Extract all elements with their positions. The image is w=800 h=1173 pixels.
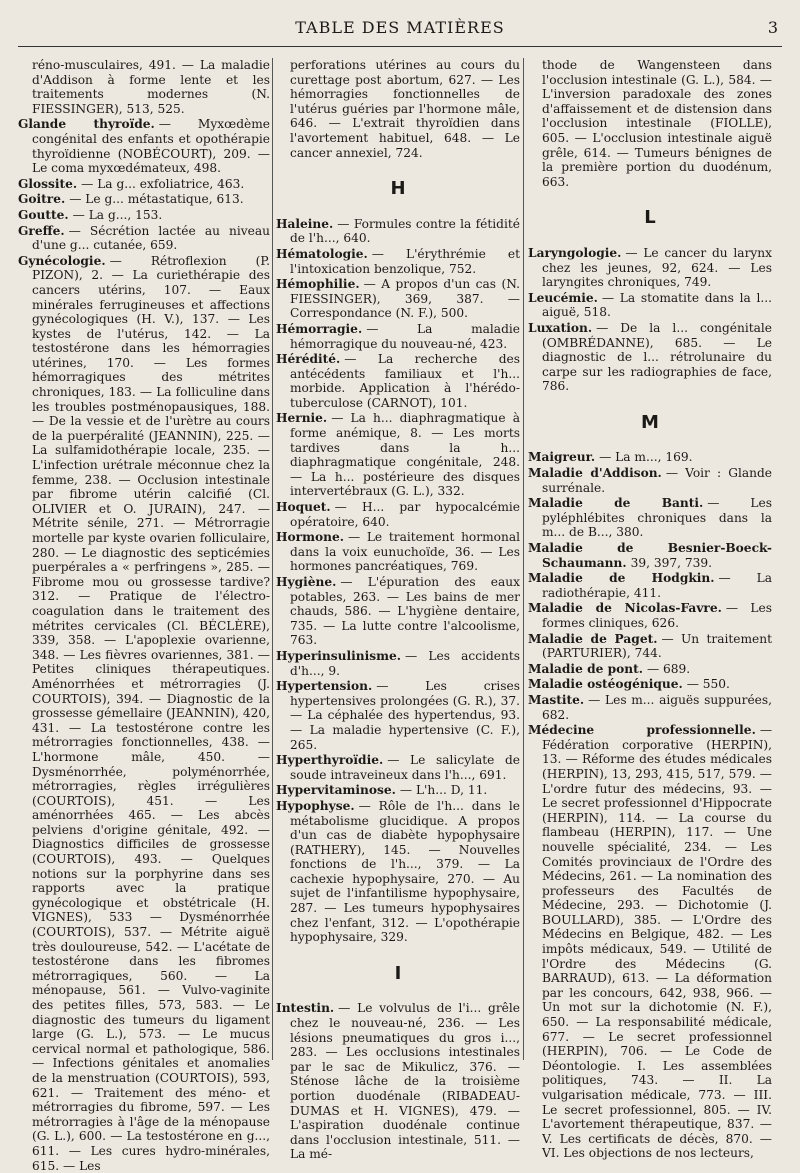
entry-term: Hémorragie. <box>276 321 363 336</box>
entry-term: Médecine professionnelle. <box>528 723 756 738</box>
index-entry <box>528 541 772 570</box>
entry-text: — Un traitement (PARTURIER), 744. <box>542 631 772 661</box>
index-entry <box>18 117 270 175</box>
index-entry <box>276 500 520 529</box>
entry-term: Greffe. <box>18 223 65 238</box>
index-entry <box>276 530 520 574</box>
entry-term: Maladie d'Addison. <box>528 466 662 481</box>
index-entry <box>276 679 520 752</box>
entry-term: Maladie de Nicolas-Favre. <box>528 601 722 616</box>
entry-text: — Formules contre la fétidité de l'h..., 640. <box>290 216 520 246</box>
entry-text: — La stomatite dans la l... aiguë, 518. <box>542 290 772 320</box>
entry-term: Gynécologie. <box>18 253 106 268</box>
entry-text: 39, 397, 739. <box>630 555 713 570</box>
index-entry <box>528 246 772 290</box>
entry-term: Hérédité. <box>276 352 341 367</box>
entry-text: — Sécrétion lactée au niveau d'une g... cutanée, 659. <box>32 223 270 253</box>
entry-term: Maladie de pont. <box>528 661 643 676</box>
entry-text: — Le volvulus de l'i... grêle chez le nouveau-né, 236. — Les lésions pneumatiques du gros i..., 283. — Les occlusions intestinales par le sac de Mikulicz, 376. — Sténose lâche de la troisième portion duodénale (RIBADEAU-DUMAS et H. VIGNES), 479. — L'aspiration duodénale continue dans l'occlusion intestinale, 511. — La mé- <box>290 1001 520 1162</box>
page-number: 3 <box>767 18 778 37</box>
entry-text: — Rôle de l'h... dans le métabolisme glucidique. A propos d'un cas de diabète hypophysaire (RATHERY), 145. — Nouvelles fonctions de l'h..., 379. — La cachexie hypophysaire, 270. — Au sujet de l'infantilisme hypophysaire, 287. — Les tumeurs hypophysaires chez l'enfant, 312. — L'opothérapie hypophysaire, 329. <box>290 798 520 945</box>
entry-term: Hormone. <box>276 530 344 545</box>
index-entry <box>18 208 270 223</box>
entry-term: Intestin. <box>276 1001 335 1016</box>
entry-text: — Les accidents d'h..., 9. <box>290 648 520 678</box>
entry-text: — Le salicylate de soude intraveineux dans l'h..., 691. <box>290 753 520 782</box>
entry-term: Leucémie. <box>528 290 598 305</box>
entry-text: — Rétroflexion (P. PIZON), 2. — La curiethérapie des cancers utérins, 107. — Eaux minérales ferrugineuses et affections gynécologiques (H. V.), 137. — Les kystes de l'utérus, 142. — La testostérone dans les hémorragies utérines, 170. — Les formes hémorragiques des métrites chroniques, 183. — La folliculine dans les troubles postménopausiques, 188. — De la vessie et de l'urètre au cours de la puerpéralité (JEANNIN), 225. — La sulfamidothérapie locale, 235. — L'infection urétrale méconnue chez la femme, 238. — Occlusion intestinale par fibrome utérin calcifié (Cl. OLIVIER et O. JURAIN), 247. — Métrite sénile, 271. — Métrorragie mortelle par kyste ovarien folliculaire, 280. — Le diagnostic des septicémies puerpérales a « perfringens », 285. — Fibrome mou ou grossesse tardive? 312. — Pratique de l'électro-coagulation dans le traitement des métrites cervicales (Cl. BÉCLÈRE), 339, 358. — L'apoplexie ovarienne, 348. — Les fièvres ovariennes, 381. — Petites cliniques thérapeutiques. Aménorrhées et métrorragies (J. COURTOIS), 394. — Diagnostic de la grossesse gémellaire (JEANNIN), 420, 431. — La testostérone contre les métrorragies fonctionnelles, 438. — L'hormone mâle, 450. — Dysménorrhée, polyménorrhée, métrorragies, règles irrégulières (COURTOIS), 451. — Les aménorrhées 465. — Les abcès pelviens d'origine génitale, 492. — Diagnostics difficiles de grossesse (COURTOIS), 493. — Quelques notions sur la porphyrine dans ses rapports avec la pratique gynécologique et obstétricale (H. VIGNES), 533 — Dysménorrhée (COURTOIS), 537. — Métrite aiguë très douloureuse, 542. — L'acétate de testostérone dans les fibromes métrorragiques, 560. — La ménopause, 561. — Vulvo-vaginite des petites filles, 573, 583. — Le diagnostic des tumeurs du ligament large (G. L.), 573. — Le mucus cervical normal et pathologique, 586. — Infections génitales et anomalies de la menstruation (COURTOIS), 593, 621. — Traitement des méno- et métrorragies du fibrome, 597. — Les métrorragies à l'âge de la ménopause (G. L.), 600. — La testostérone en g..., 611. — Les cures hydro-minérales, 615. — Les <box>32 253 270 1173</box>
entry-text: — Fédération corporative (HERPIN), 13. — Réforme des études médicales (HERPIN), 13, 293, 415, 517, 579. — L'ordre futur des médecins, 93. — Le secret professionnel d'Hippocrate (HERPIN), 114. — La course du flambeau (HERPIN), 117. — Une nouvelle spécialité, 234. — Les Comités provinciaux de l'Ordre des Médecins, 261. — La nomination des professeurs des Facultés de Médecine, 293. — Dichotomie (J. BOULLARD), 385. — L'Ordre des Médecins en Belgique, 482. — Les impôts médicaux, 549. — Utilité de l'Ordre des Médecins (G. BARRAUD), 613. — La déformation par les concours, 642, 938, 966. — Un mot sur la dichotomie (N. F.), 650. — La responsabilité médicale, 677. — Le secret professionnel (HERPIN), 706. — Le Code de Déontologie. I. Les assemblées politiques, 743. — II. La vulgarisation médicale, 773. — III. Le secret professionnel, 805. — IV. L'avortement thérapeutique, 837. — V. Les certificats de décès, 870. — VI. Les objections de nos lecteurs, <box>542 723 772 1161</box>
index-entry <box>528 450 772 465</box>
entry-term: Hoquet. <box>276 500 331 515</box>
index-entry <box>276 411 520 499</box>
entry-text: — 550. <box>686 677 730 692</box>
entry-text: — H... par hypocalcémie opératoire, 640. <box>290 500 520 529</box>
entry-text: — La g..., 153. <box>72 207 163 222</box>
entry-text: — Les m... aiguës suppurées, 682. <box>542 692 772 722</box>
index-entry <box>528 632 772 661</box>
entry-term: Goutte. <box>18 207 69 222</box>
index-entry <box>18 192 270 207</box>
index-entry <box>528 291 772 320</box>
entry-text: — La maladie hémorragique du nouveau-né, 423. <box>290 321 520 351</box>
index-column-2 <box>276 58 520 1162</box>
index-entry <box>528 466 772 495</box>
section-letter: H <box>390 178 406 200</box>
entry-text: — L'épuration des eaux potables, 263. — Les bains de mer chauds, 586. — L'hygiène dentaire, 735. — La lutte contre l'alcoolisme, 763. <box>290 575 520 648</box>
entry-text: — La g... exfoliatrice, 463. <box>81 176 245 191</box>
entry-text: — Le g... métastatique, 613. <box>69 192 244 207</box>
index-entry <box>276 799 520 945</box>
index-entry <box>18 254 270 1173</box>
entry-term: Laryngologie. <box>528 245 622 260</box>
index-entry <box>276 277 520 321</box>
index-entry <box>528 321 772 394</box>
index-entry <box>528 496 772 540</box>
index-entry <box>276 217 520 246</box>
entry-term: Goitre. <box>18 192 66 207</box>
entry-term: Hernie. <box>276 411 328 426</box>
section-letter: I <box>394 962 402 984</box>
index-entry <box>276 783 520 798</box>
page-title: TABLE DES MATIÈRES <box>295 18 505 37</box>
entry-term: Maladie de Paget. <box>528 631 658 646</box>
index-column-3 <box>528 58 773 1161</box>
index-entry <box>528 571 772 600</box>
index-entry <box>528 693 772 722</box>
entry-term: Maladie ostéogénique. <box>528 677 683 692</box>
index-entry <box>528 723 772 1161</box>
entry-term: Glossite. <box>18 176 78 191</box>
entry-term: Hypervitaminose. <box>276 783 396 798</box>
entry-term: Luxation. <box>528 320 593 335</box>
page-header <box>18 16 782 47</box>
index-entry <box>18 224 270 253</box>
entry-continuation: perforations utérines au cours du curettage post abortum, 627. — Les hémorragies fonctionnelles de l'utérus guéries par l'hormone mâle, 646. — L'extrait thyroïdien dans l'avortement habituel, 648. — Le cancer annexiel, 724. <box>290 58 520 160</box>
column-divider <box>523 58 524 1060</box>
index-entry <box>276 753 520 782</box>
index-column-1 <box>18 58 270 1173</box>
entry-term: Hématologie. <box>276 246 368 261</box>
index-entry <box>276 247 520 276</box>
entry-text: — Voir : Glande surrénale. <box>542 466 773 495</box>
entry-text: — L'érythrémie et l'intoxication benzolique, 752. <box>290 246 520 276</box>
entry-text: — 689. <box>646 661 691 676</box>
entry-text: — La recherche des antécédents familiaux et l'h... morbide. Application à l'hérédo-tuberculose (CARNOT), 101. <box>290 352 520 410</box>
index-entry <box>276 352 520 410</box>
index-entry <box>18 177 270 192</box>
entry-text: — La h... diaphragmatique à forme anémique, 8. — Les morts tardives dans la h... diaphragmatique congénitale, 248. — La h... postérieure des disques intervertébraux (G. L.), 332. <box>290 411 520 499</box>
entry-text: — Les pyléphlébites chroniques dans la m... de B..., 380. <box>542 496 772 540</box>
entry-term: Hyperinsulinisme. <box>276 648 402 663</box>
entry-continuation: réno-musculaires, 491. — La maladie d'Addison à forme lente et les traitements modernes (N. FIESSINGER), 513, 525. <box>32 58 270 116</box>
index-entry <box>528 601 772 630</box>
index-entry <box>528 662 772 677</box>
entry-term: Haleine. <box>276 216 334 231</box>
entry-text: — A propos d'un cas (N. FIESSINGER), 369, 387. — Correspondance (N. F.), 500. <box>290 277 520 321</box>
section-letter: M <box>641 411 659 433</box>
entry-continuation: thode de Wangensteen dans l'occlusion intestinale (G. L.), 584. — L'inversion paradoxale des zones d'affaissement et de distension dans l'occlusion intestinale (FIOLLE), 605. — L'occlusion intestinale aiguë grêle, 614. — Tumeurs bénignes de la première portion du duodénum, 663. <box>542 58 772 189</box>
index-entry <box>528 677 772 692</box>
entry-term: Mastite. <box>528 692 585 707</box>
entry-text: — La radiothérapie, 411. <box>542 571 772 600</box>
entry-text: — La m..., 169. <box>599 450 693 465</box>
column-divider <box>272 58 273 1060</box>
entry-term: Hyperthyroïdie. <box>276 753 384 768</box>
index-entry <box>276 1001 520 1162</box>
entry-text: — Le traitement hormonal dans la voix eunuchoïde, 36. — Les hormones pancréatiques, 769. <box>290 530 520 574</box>
entry-text: — Les crises hypertensives prolongées (G. R.), 37. — La céphalée des hypertendus, 93. — La maladie hypertensive (C. F.), 265. <box>290 679 520 752</box>
section-letter: L <box>644 207 656 229</box>
entry-text: — Les formes cliniques, 626. <box>542 601 772 630</box>
entry-term: Maladie de Banti. <box>528 496 704 511</box>
entry-term: Hémophilie. <box>276 277 360 292</box>
entry-term: Maladie de Besnier-Boeck-Schaumann. <box>528 541 772 570</box>
entry-term: Hygiène. <box>276 575 337 589</box>
index-entry <box>276 322 520 351</box>
entry-text: — De la l... congénitale (OMBRÉDANNE), 685. — Le diagnostic de l... rétrolunaire du carpe sur les radiographies de face, 786. <box>542 320 772 394</box>
entry-term: Maigreur. <box>528 450 596 465</box>
entry-term: Hypophyse. <box>276 798 355 813</box>
index-entry <box>276 575 520 648</box>
index-entry <box>276 649 520 678</box>
entry-term: Hypertension. <box>276 679 373 694</box>
entry-term: Glande thyroïde. <box>18 117 155 132</box>
entry-text: — Myxœdème congénital des enfants et opothérapie thyroïdienne (NOBÉCOURT), 209. — Le coma myxœdémateux, 498. <box>32 117 270 176</box>
entry-term: Maladie de Hodgkin. <box>528 571 715 586</box>
entry-text: — L'h... D, 11. <box>399 783 488 798</box>
entry-text: — Le cancer du larynx chez les jeunes, 92, 624. — Les laryngites chroniques, 749. <box>542 245 772 290</box>
